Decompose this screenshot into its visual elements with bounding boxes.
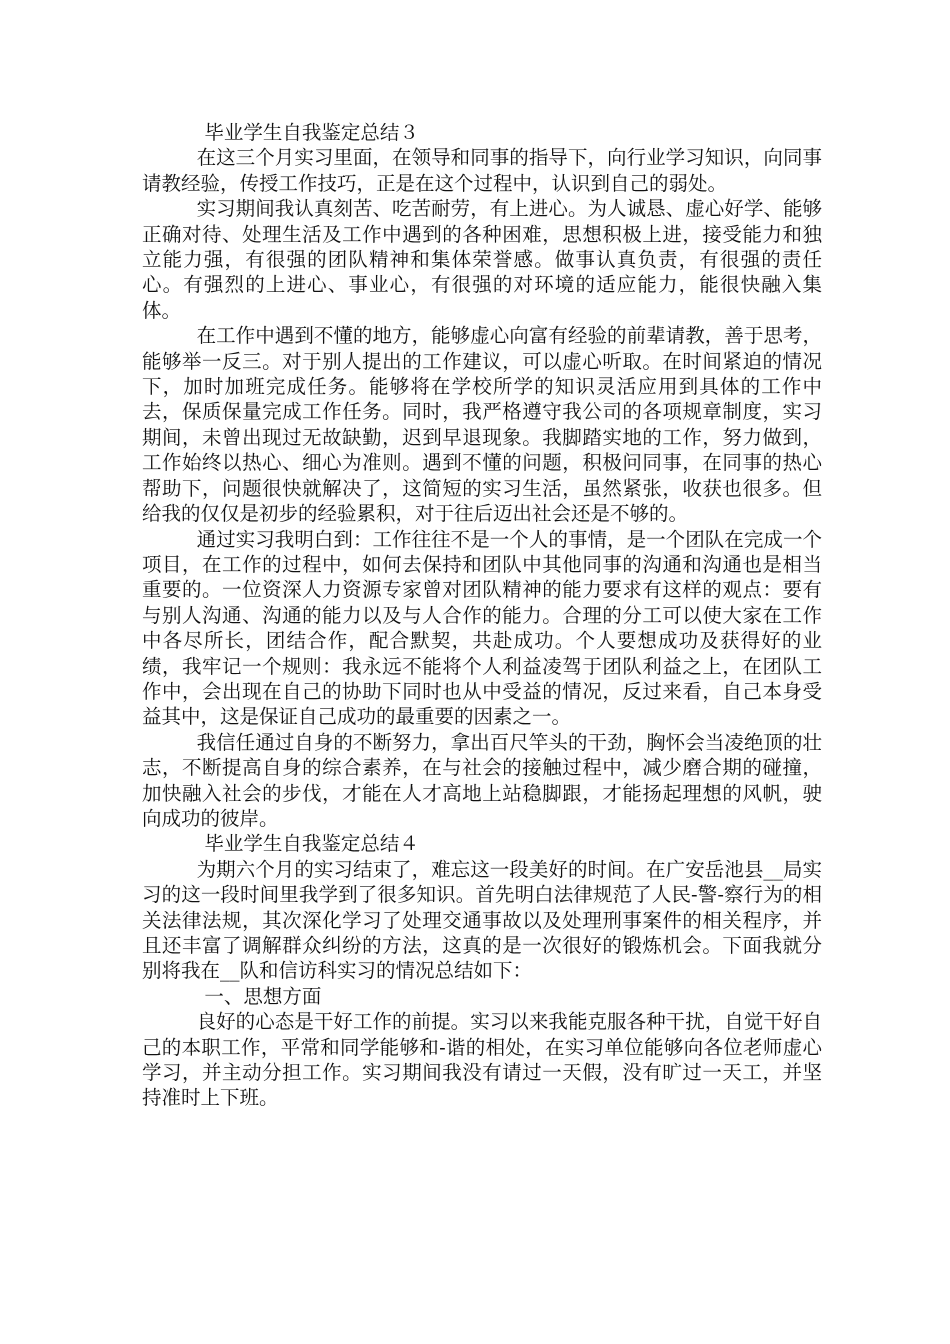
paragraph: 在这三个月实习里面，在领导和同事的指导下，向行业学习知识，向同事请教经验，传授工作技巧，正是在这个过程中，认识到自己的弱处。 [142, 146, 822, 195]
paragraph: 实习期间我认真刻苦、吃苦耐劳，有上进心。为人诚恳、虚心好学、能够正确对待、处理生活及工作中遇到的各种困难，思想积极上进，接受能力和独立能力强，有很强的团队精神和集体荣誉感。做事认真负责，有很强的责任心。有强烈的上进心、事业心，有很强的对环境的适应能力，能很快融入集体。 [142, 197, 822, 322]
paragraph: 在工作中遇到不懂的地方，能够虚心向富有经验的前辈请教，善于思考，能够举一反三。对于别人提出的工作建议，可以虚心听取。在时间紧迫的情况下，加时加班完成任务。能够将在学校所学的知识灵活应用到具体的工作中去，保质保量完成工作任务。同时，我严格遵守我公司的各项规章制度，实习期间，未曾出现过无故缺勤，迟到早退现象。我脚踏实地的工作，努力做到，工作始终以热心、细心为准则。遇到不懂的问题，积极问同事，在同事的热心帮助下，问题很快就解决了，这简短的实习生活，虽然紧张，收获也很多。但给我的仅仅是初步的经验累积，对于往后迈出社会还是不够的。 [142, 324, 822, 526]
section-heading-3: 毕业学生自我鉴定总结３ [204, 121, 419, 144]
subsection-heading: 一、思想方面 [204, 984, 322, 1008]
section-heading-4: 毕业学生自我鉴定总结４ [204, 832, 419, 856]
paragraph: 我信任通过自身的不断努力，拿出百尺竿头的干劲，胸怀会当凌绝顶的壮志，不断提高自身的综合素养，在与社会的接触过程中，减少磨合期的碰撞，加快融入社会的步伐，才能在人才高地上站稳脚跟，才能扬起理想的风帆，驶向成功的彼岸。 [142, 730, 822, 830]
paragraph: 通过实习我明白到：工作往往不是一个人的事情，是一个团队在完成一个项目，在工作的过程中，如何去保持和团队中其他同事的沟通和沟通也是相当重要的。一位资深人力资源专家曾对团队精神的能力要求有这样的观点：要有与别人沟通、沟通的能力以及与人合作的能力。合理的分工可以使大家在工作中各尽所长，团结合作，配合默契，共赴成功。个人要想成功及获得好的业绩，我牢记一个规则：我永远不能将个人利益凌驾于团队利益之上，在团队工作中，会出现在自己的协助下同时也从中受益的情况，反过来看，自己本身受益其中，这是保证自己成功的最重要的因素之一。 [142, 527, 822, 729]
document-page [142, 120, 822, 1111]
paragraph: 为期六个月的实习结束了，难忘这一段美好的时间。在广安岳池县__局实习的这一段时间里我学到了很多知识。首先明白法律规范了人民-警-察行为的相关法律法规，其次深化学习了处理交通事故以及处理刑事案件的相关程序，并且还丰富了调解群众纠纷的方法，这真的是一次很好的锻炼机会。下面我就分别将我在__队和信访科实习的情况总结如下： [142, 857, 822, 983]
paragraph: 良好的心态是干好工作的前提。实习以来我能克服各种干扰，自觉干好自己的本职工作，平常和同学能够和-谐的相处，在实习单位能够向各位老师虚心学习，并主动分担工作。实习期间我没有请过一天假，没有旷过一天工，并坚持准时上下班。 [142, 1010, 822, 1110]
